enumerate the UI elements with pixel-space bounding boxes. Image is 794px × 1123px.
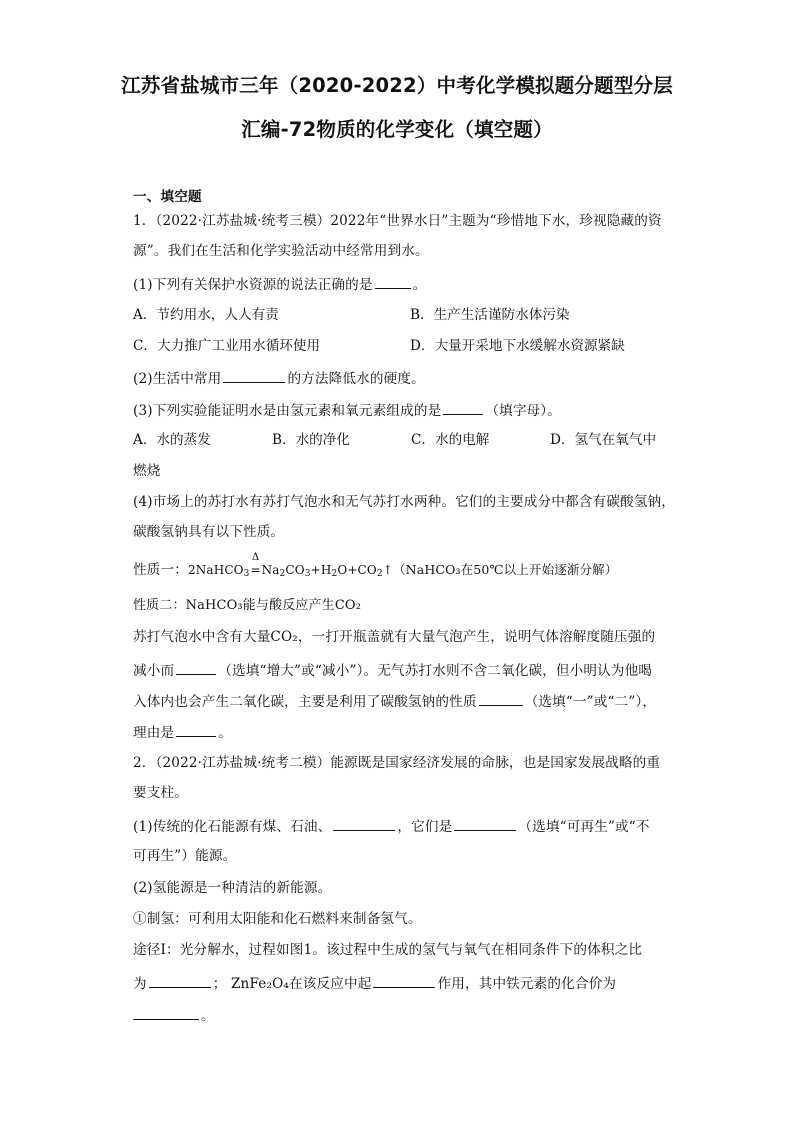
answer-blank[interactable] [176,722,216,737]
q1-part2 [133,368,425,388]
q1-part3-option-d: D．氢气在氧气中 [550,432,657,448]
q2-part2-sub: ①制氢：可利用太阳能和化石燃料来制备氢气。 [133,911,422,927]
q1-part1-text: (1)下列有关保护水资源的说法正确的是 [133,277,373,293]
property-one-label: 性质一： [133,562,188,578]
q2-part1-pre: (1)传统的化石能源有煤、石油、 [133,819,332,835]
answer-blank[interactable] [373,973,435,988]
q1-part4-line-5-post: （选填“一”或“二”）， [524,694,657,710]
answer-blank[interactable] [454,816,516,831]
q1-part1-option-c: C．大力推广工业用水循环使用 [133,338,321,354]
q2-part2: (2)氢能源是一种清洁的新能源。 [133,880,332,896]
q1-part3-option-d-cont: 燃烧 [133,463,161,479]
q1-part1-option-a: A．节约用水，人人有责 [133,307,279,323]
q1-part2-post: 的方法降低水的硬度。 [287,371,425,387]
answer-blank[interactable] [375,274,411,289]
property-two: 性质二：NaHCO₃能与酸反应产生CO₂ [133,598,362,613]
document-title-line-1: 江苏省盐城市三年（2020-2022）中考化学模拟题分题型分层 [121,74,673,97]
answer-blank[interactable] [479,691,523,706]
q2-route-line-1: 途径Ⅰ：光分解水，过程如图1。该过程中生成的氢气与氧气在相同条件下的体积之比 [133,942,643,958]
q1-part4-line-5-pre: 入体内也会产生二氧化碳，主要是利用了碳酸氢钠的性质 [133,694,477,710]
q2-route-line-3-post: 。 [201,1008,215,1024]
q1-stem-line-2: 源”。我们在生活和化学实验活动中经常用到水。 [133,243,429,259]
q2-route-line-2-pre: 为 [133,976,147,992]
q2-route-line-2-post: 作用，其中铁元素的化合价为 [437,976,617,992]
section-heading: 一、填空题 [133,189,202,205]
delta-symbol: Δ [251,552,260,563]
q2-part1-mid: ，它们是 [397,819,453,835]
q2-route-line-3 [133,1005,215,1025]
chemical-equation: 2NaHCO$_3$ [187,563,250,579]
q1-part1-option-b: B．生产生活谨防水体污染 [410,307,570,323]
q2-part1 [133,816,650,836]
q2-stem-line-1: 2．（2022·江苏盐城·统考二模）能源既是国家经济发展的命脉，也是国家发展战略的重 [133,755,661,771]
answer-blank[interactable] [149,973,211,988]
q2-route-line-2 [133,973,616,993]
q1-part1 [133,274,426,294]
property-one-note: （NaHCO₃在50℃以上开始逐渐分解） [392,562,618,577]
q2-stem-line-2: 要支柱。 [133,785,188,801]
q1-part4-line-6 [133,722,232,742]
q1-stem-line-1: 1．（2022·江苏盐城·统考三模）2022年“世界水日”主题为“珍惜地下水，珍视隐藏的资 [133,213,662,229]
equation-products: $Na_2CO_3+H_2O+CO_2↑$ [261,563,393,579]
q2-part1-line-2: 可再生”）能源。 [133,848,237,864]
heat-arrow: Δ = [250,561,262,579]
property-one [133,552,618,579]
q1-part3-option-c: C．水的电解 [411,432,490,448]
q1-part4-line-2: 碳酸氢钠具有以下性质。 [133,524,285,540]
q2-route-line-2-mid: ； ZnFe₂O₄在该反应中起 [212,976,372,992]
q1-part4-line-4-pre: 减小而 [133,663,175,679]
q1-part3-text: (3)下列实验能证明水是由氢元素和氧元素组成的是 [133,403,442,419]
q1-part3-post: （填字母）。 [485,403,561,419]
q1-part4-line-1: (4)市场上的苏打水有苏打气泡水和无气苏打水两种。它们的主要成分中都含有碳酸氢钠， [133,494,675,510]
document-title-line-2: 汇编-72物质的化学变化（填空题） [241,118,553,141]
q2-part1-post: （选填“可再生”或“不 [518,819,650,835]
q1-part1-end: 。 [412,277,427,293]
answer-blank[interactable] [176,660,216,675]
q1-part4-line-3: 苏打气泡水中含有大量CO₂，一打开瓶盖就有大量气泡产生，说明气体溶解度随压强的 [133,629,656,645]
q1-part3 [133,400,561,420]
q1-part3-option-b: B．水的净化 [272,432,350,448]
q1-part2-pre: (2)生活中常用 [133,371,222,387]
q1-part4-line-4 [133,660,652,680]
q1-part4-line-6-post: 。 [218,725,232,741]
answer-blank[interactable] [223,368,285,383]
q1-part1-option-d: D．大量开采地下水缓解水资源紧缺 [410,338,625,354]
q1-part4-line-4-post: （选填“增大”或“减小”）。无气苏打水则不含二氧化碳，但小明认为他喝 [218,663,653,679]
q1-part4-line-5 [133,691,656,711]
q1-part4-line-6-pre: 理由是 [133,725,175,741]
answer-blank[interactable] [443,400,483,415]
answer-blank[interactable] [333,816,395,831]
answer-blank[interactable] [133,1005,199,1020]
q1-part3-option-a: A．水的蒸发 [133,432,211,448]
